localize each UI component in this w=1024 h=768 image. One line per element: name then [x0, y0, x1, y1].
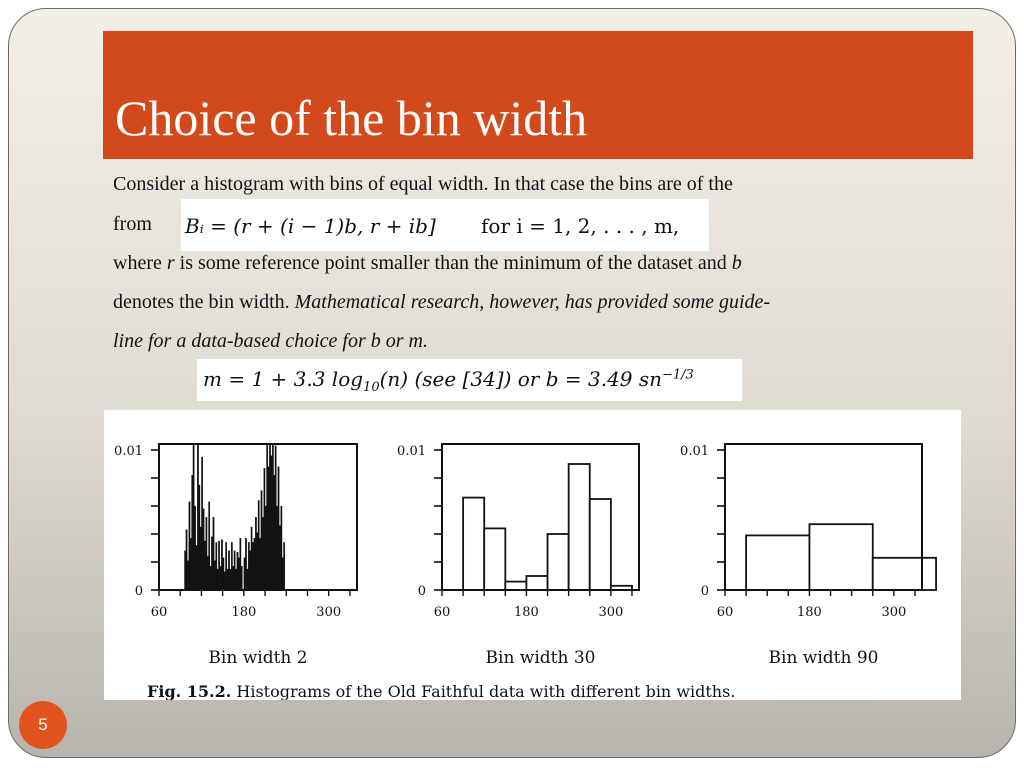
- histograms-svg: [104, 410, 961, 700]
- histogram-bar: [526, 576, 547, 590]
- x-tick-label: 180: [514, 605, 539, 620]
- y-tick-label: 0.01: [114, 444, 143, 459]
- histogram-bar: [201, 457, 202, 590]
- line3-a: where: [113, 252, 167, 274]
- x-tick-label: 180: [231, 605, 257, 620]
- histogram-bar: [247, 569, 248, 590]
- histogram-bar: [252, 542, 253, 590]
- histogram-bar: [234, 551, 235, 590]
- bin-formula: Bᵢ = (r + (i − 1)b, r + ib]: [185, 214, 436, 238]
- histogram-bar: [230, 569, 231, 590]
- body-line-3: [113, 252, 742, 275]
- rule-formula-sub: 10: [363, 380, 380, 395]
- line4-b: Mathematical research, however, has provided some guide-: [294, 291, 771, 313]
- histogram-panel-1: [114, 444, 357, 668]
- y-tick-label: 0: [700, 584, 709, 599]
- line3-r: r: [166, 252, 175, 274]
- histogram-bar: [194, 506, 195, 590]
- histogram-bar: [237, 552, 238, 590]
- histogram-bar: [276, 506, 277, 590]
- histogram-bar: [199, 485, 200, 590]
- x-tick-label: 300: [598, 605, 624, 620]
- histogram-bar: [216, 542, 217, 590]
- x-tick-label: 60: [433, 605, 451, 620]
- x-tick-label: 300: [881, 605, 907, 620]
- histogram-bar: [204, 541, 205, 590]
- histogram-bar: [192, 475, 193, 590]
- histogram-bar: [228, 551, 229, 590]
- figure-caption: [147, 682, 735, 700]
- histogram-bar: [186, 530, 187, 590]
- histogram-bar: [271, 456, 272, 590]
- histogram-bar: [275, 446, 276, 590]
- histogram-bar: [193, 444, 194, 590]
- bin-formula-box: [181, 199, 709, 251]
- y-tick-label: 0: [417, 584, 426, 599]
- histogram-bar: [223, 558, 224, 590]
- histogram-bar: [254, 538, 255, 590]
- histogram-bar: [873, 558, 936, 590]
- line3-b: is some reference point smaller than the minimum of the dataset and: [174, 252, 732, 274]
- histogram-bar: [200, 527, 201, 590]
- x-axis-label: Bin width 2: [208, 648, 308, 668]
- histogram-bar: [266, 444, 267, 590]
- histogram-bar: [258, 500, 259, 590]
- histogram-bar: [257, 533, 258, 590]
- histogram-bar: [213, 517, 214, 590]
- histogram-figure: [104, 410, 961, 700]
- histogram-bar: [746, 535, 809, 590]
- histogram-bar: [262, 517, 263, 590]
- histogram-bar: [190, 538, 191, 590]
- histogram-bar: [231, 542, 232, 590]
- line4-a: denotes the bin width.: [113, 291, 295, 313]
- slide: [8, 8, 1016, 758]
- histogram-bar: [281, 506, 282, 590]
- histogram-bar: [203, 509, 204, 590]
- y-tick-label: 0.01: [680, 444, 709, 459]
- x-axis-label: Bin width 90: [768, 648, 879, 668]
- histogram-bar: [207, 556, 208, 590]
- histogram-bar: [259, 538, 260, 590]
- y-tick-label: 0.01: [397, 444, 426, 459]
- title-bar: [103, 31, 973, 159]
- body-line-1: Consider a histogram with bins of equal width. In that case the bins are of the: [113, 173, 733, 195]
- page-number: 5: [19, 701, 67, 749]
- histogram-panel-2: [397, 444, 639, 668]
- histogram-bar: [269, 444, 270, 590]
- histogram-bar: [282, 558, 283, 590]
- histogram-bar: [255, 517, 256, 590]
- histogram-bar: [264, 468, 265, 590]
- rule-formula-sup: −1/3: [662, 367, 694, 383]
- histogram-bar: [250, 551, 251, 590]
- histogram-bar: [218, 541, 219, 590]
- histogram-bar: [569, 464, 590, 590]
- histogram-bar: [187, 561, 188, 590]
- histogram-bar: [505, 582, 526, 590]
- slide-title: Choice of the bin width: [115, 90, 588, 146]
- histogram-bar: [211, 537, 212, 590]
- histogram-bar: [274, 475, 275, 590]
- rule-formula-box: [197, 359, 742, 401]
- histogram-bar: [244, 558, 245, 590]
- histogram-bar: [214, 561, 215, 590]
- histogram-bar: [233, 566, 234, 590]
- histogram-bar: [265, 506, 266, 590]
- figure-caption-text: Histograms of the Old Faithful data with different bin widths.: [231, 682, 736, 700]
- x-tick-label: 60: [716, 605, 734, 620]
- rule-formula-part2: (n) (see [34]) or b = 3.49 sn: [379, 367, 663, 391]
- histogram-bar: [548, 534, 569, 590]
- histogram-bar: [278, 467, 279, 590]
- histogram-bar: [221, 540, 222, 590]
- histogram-bar: [240, 538, 241, 590]
- histogram-bar: [197, 444, 198, 590]
- x-tick-label: 300: [316, 605, 342, 620]
- histogram-panel-3: [680, 444, 936, 668]
- histogram-bar: [209, 502, 210, 590]
- x-tick-label: 180: [797, 605, 822, 620]
- histogram-bar: [590, 499, 611, 590]
- histogram-bar: [224, 572, 225, 590]
- histogram-bar: [227, 569, 228, 590]
- histogram-bar: [241, 566, 242, 590]
- body-line-2-prefix: from: [113, 213, 152, 235]
- histogram-bar: [248, 542, 249, 590]
- histogram-bar: [217, 569, 218, 590]
- histogram-bar: [235, 569, 236, 590]
- histogram-bar: [268, 467, 269, 590]
- histogram-bar: [184, 551, 185, 590]
- body-line-4: [113, 291, 770, 314]
- histogram-bar: [220, 566, 221, 590]
- histogram-bar: [206, 517, 207, 590]
- histogram-bar: [279, 526, 280, 590]
- histogram-bar: [272, 444, 273, 590]
- figure-caption-label: Fig. 15.2.: [147, 682, 232, 700]
- rule-formula-part1: m = 1 + 3.3 log: [203, 367, 364, 391]
- rule-formula: [203, 367, 694, 395]
- histogram-bar: [463, 498, 484, 590]
- x-axis-label: Bin width 30: [485, 648, 596, 668]
- histogram-bar: [261, 491, 262, 590]
- histogram-bar: [251, 527, 252, 590]
- x-tick-label: 60: [150, 605, 168, 620]
- histogram-bar: [283, 542, 284, 590]
- histogram-bar: [210, 566, 211, 590]
- line3-c: b: [731, 252, 742, 274]
- histogram-bar: [484, 528, 505, 590]
- histogram-bar: [238, 558, 239, 590]
- y-tick-label: 0: [134, 584, 143, 599]
- histogram-bar: [245, 538, 246, 590]
- histogram-bar: [809, 524, 872, 590]
- histogram-bar: [225, 542, 226, 590]
- histogram-bar: [196, 545, 197, 590]
- bin-formula-suffix: for i = 1, 2, . . . , m,: [481, 214, 680, 238]
- histogram-bar: [189, 502, 190, 590]
- body-line-5: line for a data-based choice for b or m.: [113, 330, 428, 352]
